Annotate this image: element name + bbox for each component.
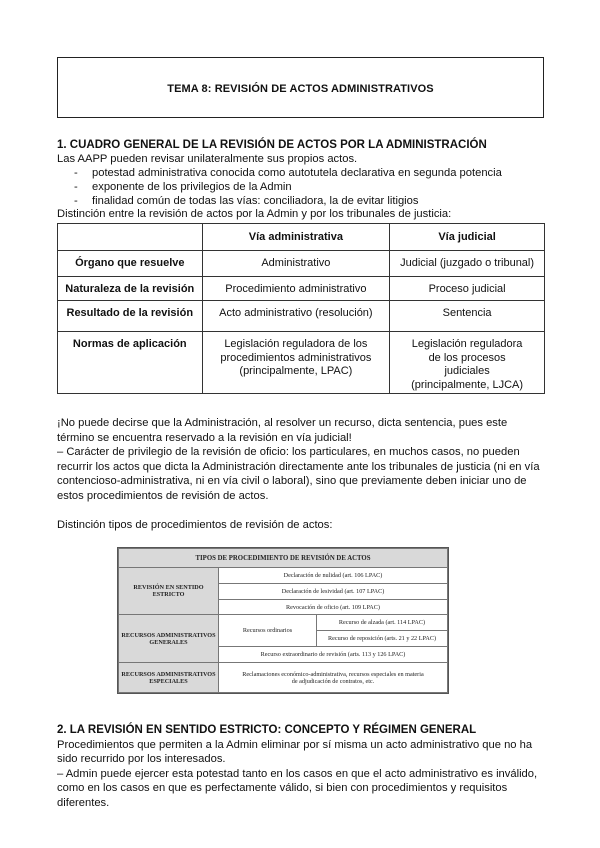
paragraph-line: como en los casos en que es perfectamente válido, si bien con procedimientos y requisitos: [57, 782, 508, 794]
title-box: [57, 57, 544, 118]
procedures-figure: [117, 547, 449, 694]
table-header-cell: Vía administrativa: [202, 224, 390, 251]
list-item: - finalidad común de todas las vías: conciliadora, la de evitar litigios: [74, 195, 419, 207]
group-label: REVISIÓN EN SENTIDO ESTRICTO: [119, 568, 219, 615]
table-cell: Administrativo: [202, 251, 390, 277]
section1-distinction: Distinción entre la revisión de actos por la Admin y por los tribunales de justicia:: [57, 208, 452, 220]
table-cell: Procedimiento administrativo: [202, 277, 390, 301]
figure-cell: Declaración de lesividad (art. 107 LPAC): [219, 583, 448, 599]
paragraph-line: Procedimientos que permiten a la Admin eliminar por sí misma un acto administrativo que no ha: [57, 739, 533, 751]
table-cell: Proceso judicial: [390, 277, 545, 301]
figure-cell: Recurso extraordinario de revisión (arts. 113 y 126 LPAC): [219, 647, 448, 663]
paragraph-line: – Carácter de privilegio de la revisión de oficio: los particulares, en muchos casos, no pueden: [57, 446, 520, 458]
paragraph-line: diferentes.: [57, 797, 110, 809]
figure-header: TIPOS DE PROCEDIMIENTO DE REVISIÓN DE ACTOS: [119, 549, 448, 568]
section2-heading: 2. LA REVISIÓN EN SENTIDO ESTRICTO: CONCEPTO Y RÉGIMEN GENERAL: [57, 724, 477, 736]
paragraph-line: sido recurrido por los interesados.: [57, 753, 226, 765]
figure-cell: Recurso de reposición (arts. 21 y 22 LPAC): [317, 631, 448, 647]
paragraph-line: Distinción tipos de procedimientos de revisión de actos:: [57, 519, 333, 531]
group-label: RECURSOS ADMINISTRATIVOS GENERALES: [119, 615, 219, 663]
table-cell: Legislación reguladora de los procedimientos administrativos (principalmente, LPAC): [202, 332, 390, 394]
table-cell: Sentencia: [390, 301, 545, 332]
group-label: RECURSOS ADMINISTRATIVOS ESPECIALES: [119, 663, 219, 693]
table-cell: Acto administrativo (resolución): [202, 301, 390, 332]
figure-cell: Declaración de nulidad (art. 106 LPAC): [219, 568, 448, 584]
table-header-cell: Vía judicial: [390, 224, 545, 251]
figure-cell: Recurso de alzada (art. 114 LPAC): [317, 615, 448, 631]
table-row: [58, 301, 545, 332]
paragraph-line: – Admin puede ejercer esta potestad tanto en los casos en que el acto administrativo es inválido,: [57, 768, 538, 780]
table-row: [58, 277, 545, 301]
row-header: Órgano que resuelve: [58, 251, 203, 277]
paragraph-line: término se encuentra reservado a la revisión en vía judicial!: [57, 432, 352, 444]
paragraph-line: ¡No puede decirse que la Administración, al resolver un recurso, dicta sentencia, pues este: [57, 417, 508, 429]
paragraph-line: contencioso-administrativa, ni en vía civil o laboral), sino que previamente deben iniciar uno de: [57, 475, 527, 487]
page-title: TEMA 8: REVISIÓN DE ACTOS ADMINISTRATIVOS: [167, 83, 434, 95]
row-header: Naturaleza de la revisión: [58, 277, 203, 301]
table-row: [58, 251, 545, 277]
list-item: - exponente de los privilegios de la Admin: [74, 181, 292, 193]
row-header: Resultado de la revisión: [58, 301, 203, 332]
figure-cell: Recursos ordinarios: [219, 615, 317, 647]
table-header-cell: [58, 224, 203, 251]
table-cell: Legislación reguladora de los procesos judiciales (principalmente, LJCA): [390, 332, 545, 394]
list-item: - potestad administrativa conocida como autotutela declarativa en segunda potencia: [74, 167, 502, 179]
paragraph-line: estos procedimientos de revisión de actos.: [57, 490, 269, 502]
figure-cell: Revocación de oficio (art. 109 LPAC): [219, 599, 448, 615]
paragraph-line: recurrir los actos que dicta la Administración directamente ante los tribunales de justicia (ni en vía: [57, 461, 540, 473]
table-header-row: [58, 224, 545, 251]
section1-heading: 1. CUADRO GENERAL DE LA REVISIÓN DE ACTOS POR LA ADMINISTRACIÓN: [57, 139, 487, 151]
comparison-table: [57, 223, 545, 394]
table-cell: Judicial (juzgado o tribunal): [390, 251, 545, 277]
row-header: Normas de aplicación: [58, 332, 203, 394]
section1-intro: Las AAPP pueden revisar unilateralmente sus propios actos.: [57, 153, 358, 165]
table-row: [58, 332, 545, 394]
figure-cell: Reclamaciones económico-administrativa, recursos especiales en materia de adjudicación de contratos, etc.: [219, 663, 448, 693]
